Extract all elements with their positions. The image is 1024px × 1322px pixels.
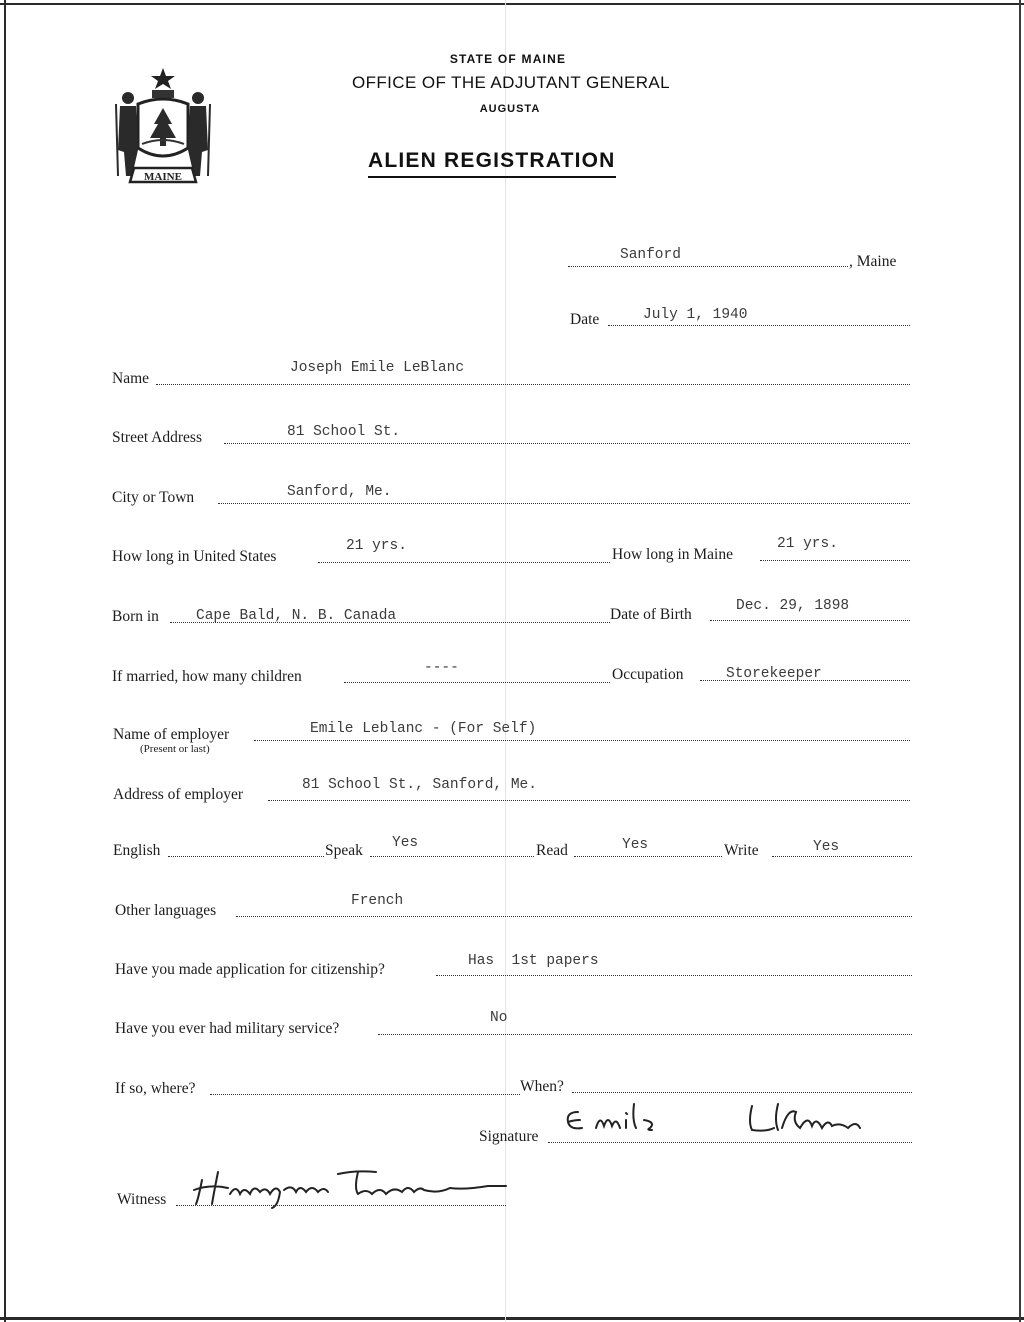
other-languages-label: Other languages	[115, 902, 217, 919]
employer-line	[254, 740, 910, 741]
street-value: 81 School St.	[287, 424, 401, 440]
date-label: Date	[570, 311, 600, 328]
occupation-label: Occupation	[612, 666, 684, 683]
citizenship-line	[436, 975, 912, 976]
dob-value: Dec. 29, 1898	[736, 598, 850, 614]
employer-address-line	[268, 800, 910, 801]
place-town-value: Sanford	[620, 247, 681, 263]
page-border-left	[4, 0, 6, 1322]
write-line	[772, 856, 912, 857]
other-languages-line	[236, 916, 912, 917]
street-line	[224, 443, 910, 444]
employer-label: Name of employer	[113, 726, 230, 743]
how-long-maine-value: 21 yrs.	[777, 536, 838, 552]
name-value: Joseph Emile LeBlanc	[290, 360, 465, 376]
page-border-right	[1019, 0, 1021, 1322]
place-state-label: , Maine	[849, 253, 897, 270]
military-line	[378, 1034, 912, 1035]
how-long-us-line	[318, 562, 610, 563]
page-border-bottom	[0, 1317, 1024, 1320]
witness-signature	[188, 1160, 518, 1212]
where-label: If so, where?	[115, 1080, 196, 1097]
signature-label: Signature	[479, 1128, 539, 1145]
dob-line	[710, 620, 910, 621]
read-value: Yes	[622, 837, 649, 853]
children-label: If married, how many children	[112, 668, 302, 685]
employer-sublabel: (Present or last)	[140, 743, 210, 755]
speak-value: Yes	[392, 835, 419, 851]
city-line	[218, 503, 910, 504]
city-label: City or Town	[112, 489, 195, 506]
speak-line	[370, 856, 534, 857]
born-in-label: Born in	[112, 608, 159, 625]
english-label: English	[113, 842, 161, 859]
name-label: Name	[112, 370, 150, 387]
occupation-value: Storekeeper	[726, 666, 822, 682]
born-in-value: Cape Bald, N. B. Canada	[196, 608, 397, 624]
write-value: Yes	[813, 839, 840, 855]
english-line	[168, 856, 324, 857]
read-label: Read	[536, 842, 568, 859]
state-heading: STATE OF MAINE	[449, 52, 567, 66]
city-heading: AUGUSTA	[479, 103, 541, 115]
witness-label: Witness	[117, 1191, 167, 1208]
read-line	[574, 856, 722, 857]
how-long-us-label: How long in United States	[112, 548, 277, 565]
other-languages-value: French	[351, 893, 404, 909]
employer-address-label: Address of employer	[113, 786, 243, 803]
svg-text:MAINE: MAINE	[144, 171, 182, 183]
form-title: ALIEN REGISTRATION	[368, 149, 616, 178]
name-line	[156, 384, 910, 385]
dob-label: Date of Birth	[610, 606, 692, 623]
how-long-maine-line	[760, 560, 910, 561]
children-line	[344, 682, 610, 683]
when-label: When?	[520, 1078, 564, 1095]
page-border-top	[0, 3, 1024, 5]
children-value: ----	[424, 660, 459, 676]
city-value: Sanford, Me.	[287, 484, 392, 500]
where-line	[210, 1094, 520, 1095]
applicant-signature	[560, 1098, 900, 1146]
write-label: Write	[724, 842, 759, 859]
when-line	[572, 1092, 912, 1093]
fold-line	[505, 0, 506, 1322]
how-long-maine-label: How long in Maine	[612, 546, 733, 563]
employer-address-value: 81 School St., Sanford, Me.	[302, 777, 537, 793]
place-line	[568, 266, 848, 267]
street-label: Street Address	[112, 429, 202, 446]
citizenship-value: Has 1st papers	[468, 953, 599, 969]
office-heading: OFFICE OF THE ADJUTANT GENERAL	[351, 73, 671, 92]
military-value: No	[490, 1010, 508, 1026]
military-label: Have you ever had military service?	[115, 1020, 340, 1037]
citizenship-label: Have you made application for citizenship?	[115, 961, 385, 978]
date-value: July 1, 1940	[643, 307, 748, 323]
date-line	[608, 325, 910, 326]
employer-value: Emile Leblanc - (For Self)	[310, 721, 537, 737]
how-long-us-value: 21 yrs.	[346, 538, 407, 554]
speak-label: Speak	[325, 842, 363, 859]
